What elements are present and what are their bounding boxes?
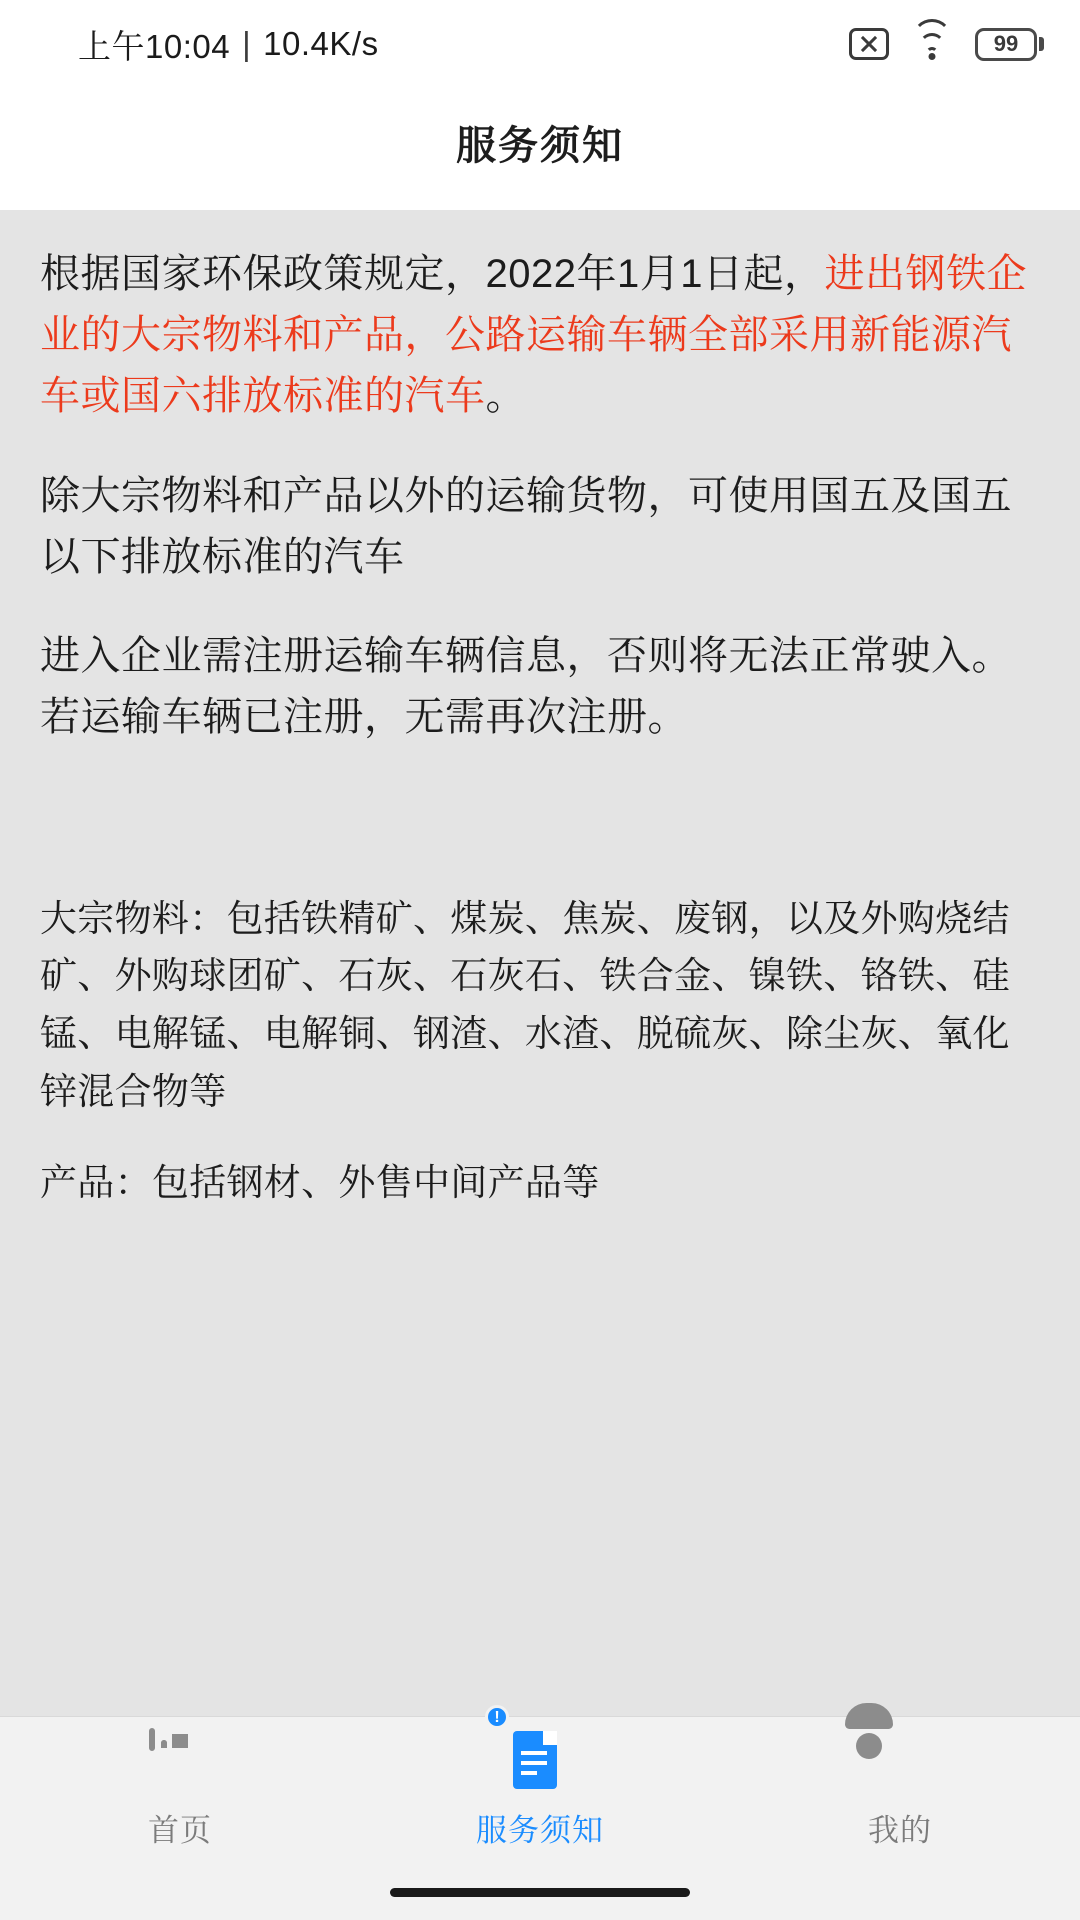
notice-paragraph-2: 除大宗物料和产品以外的运输货物，可使用国五及国五以下排放标准的汽车 <box>40 474 1012 580</box>
battery-level-text: 99 <box>975 28 1037 61</box>
notice-paragraph-3: 进入企业需注册运输车辆信息，否则将无法正常驶入。若运输车辆已注册，无需再次注册。 <box>40 633 1012 739</box>
notice-products: 产品：包括钢材、外售中间产品等 <box>40 1162 600 1204</box>
no-sim-icon <box>849 28 889 60</box>
content-spacer <box>40 786 1040 890</box>
notice-bulk-materials: 大宗物料：包括铁精矿、煤炭、焦炭、废钢，以及外购烧结矿、外购球团矿、石灰、石灰石、铁合金、镍铁、铬铁、硅锰、电解锰、电解铜、钢渣、水渣、脱硫灰、除尘灰、氧化锌混合物等 <box>40 897 1010 1112</box>
person-icon <box>869 1731 931 1793</box>
status-bar <box>0 0 1080 88</box>
battery-icon <box>975 28 1044 61</box>
document-alert-icon: ! <box>509 1731 571 1793</box>
wifi-icon <box>911 27 953 61</box>
notice-content <box>0 210 1080 1716</box>
status-separator: | <box>242 25 252 62</box>
notice-p1-prefix: 根据国家环保政策规定，2022年1月1日起， <box>40 252 825 296</box>
home-icon <box>149 1731 211 1793</box>
bottom-tab-bar <box>0 1709 1080 1864</box>
notice-paragraph-1 <box>40 244 1040 426</box>
notice-p1-suffix: 。 <box>485 373 526 418</box>
tab-profile[interactable] <box>720 1717 1080 1864</box>
tab-service-notice-label: 服务须知 <box>476 1813 604 1848</box>
tab-home[interactable] <box>0 1717 360 1864</box>
title-bar <box>0 88 1080 210</box>
battery-cap <box>1039 37 1044 51</box>
status-bar-left <box>78 21 379 68</box>
home-indicator[interactable] <box>390 1888 690 1897</box>
tab-service-notice[interactable] <box>360 1709 720 1864</box>
page-title: 服务须知 <box>456 124 624 168</box>
network-speed: 10.4K/s <box>263 25 379 62</box>
tab-profile-label: 我的 <box>868 1813 932 1848</box>
gesture-nav-bar[interactable] <box>0 1864 1080 1920</box>
status-bar-right <box>849 27 1044 61</box>
status-clock: 上午10:04 <box>78 27 231 65</box>
tab-home-label: 首页 <box>148 1813 212 1848</box>
notice-p1-highlight: 进出钢铁企业的大宗物料和产品，公路运输车辆全部采用新能源汽车或国六排放标准的汽车 <box>40 252 1027 418</box>
